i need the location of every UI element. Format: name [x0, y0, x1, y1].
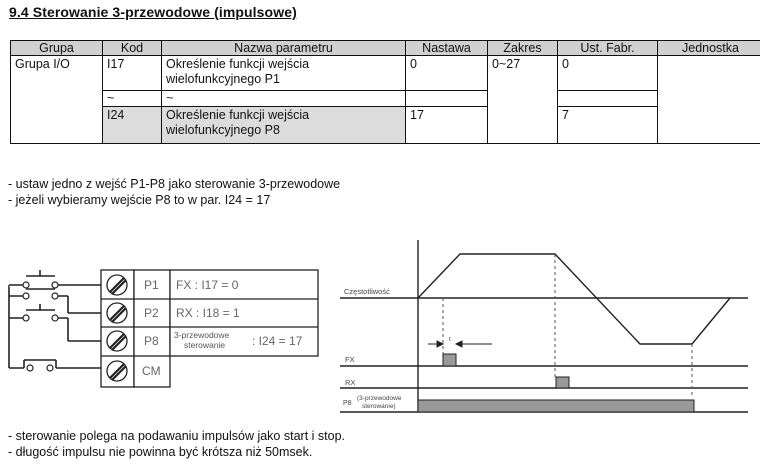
header-grupa: Grupa [11, 41, 103, 56]
terminal-p2-label: P2 [144, 306, 159, 320]
p1-setting: FX : I17 = 0 [176, 278, 239, 292]
note-line-1: - ustaw jedno z wejść P1-P8 jako sterowanie 3-przewodowe [8, 177, 341, 191]
note-line-3: - sterowanie polega na podawaniu impulsów jako start i stop. [8, 429, 345, 443]
factory-cell: 0 [558, 56, 658, 91]
name-cell: Określenie funkcji wejścia wielofunkcyjnego P8 [162, 107, 406, 144]
p8-setting: : I24 = 17 [252, 334, 303, 348]
unit-cell [658, 56, 760, 144]
note-line-2: - jeżeli wybieramy wejście P8 to w par. I24 = 17 [8, 193, 271, 207]
p8-label-line1: 3-przewodowe [174, 330, 230, 340]
header-nazwa: Nazwa parametru [162, 41, 406, 56]
group-cell: Grupa I/O [11, 56, 103, 144]
code-cell: ~ [103, 91, 162, 107]
wiring-diagram [0, 0, 330, 400]
name-cell: Określenie funkcji wejścia wielofunkcyjnego P1 [162, 56, 406, 91]
p2-setting: RX : I18 = 1 [176, 306, 240, 320]
rx-label: RX [345, 378, 356, 387]
p8-timing-label: P8 [343, 400, 352, 407]
freq-label: Częstotliwość [344, 287, 390, 296]
header-kod: Kod [103, 41, 162, 56]
header-ust-fabr: Ust. Fabr. [558, 41, 658, 56]
range-cell: 0~27 [488, 56, 558, 144]
p8-label-line2: sterowanie [184, 340, 226, 350]
setting-cell [406, 91, 488, 107]
factory-cell: 7 [558, 107, 658, 144]
t-label: t [449, 336, 451, 343]
note-line-4: - długość impulsu nie powinna być krótsza niż 50msek. [8, 445, 313, 459]
name-cell: ~ [162, 91, 406, 107]
p8-timing-sub1: (3-przewodowe [357, 395, 402, 402]
factory-cell [558, 91, 658, 107]
section-title: 9.4 Sterowanie 3-przewodowe (impulsowe) [9, 4, 297, 20]
header-nastawa: Nastawa [406, 41, 488, 56]
fx-label: FX [345, 355, 355, 364]
setting-cell: 17 [406, 107, 488, 144]
header-zakres: Zakres [488, 41, 558, 56]
terminal-cm-label: CM [142, 364, 161, 378]
p8-timing-sub2: sterowanie) [362, 403, 396, 410]
setting-cell: 0 [406, 56, 488, 91]
code-cell: I24 [103, 107, 162, 144]
terminal-p1-label: P1 [144, 278, 159, 292]
header-jednostka: Jednostka [658, 41, 760, 56]
terminal-p8-label: P8 [144, 334, 159, 348]
code-cell: I17 [103, 56, 162, 91]
